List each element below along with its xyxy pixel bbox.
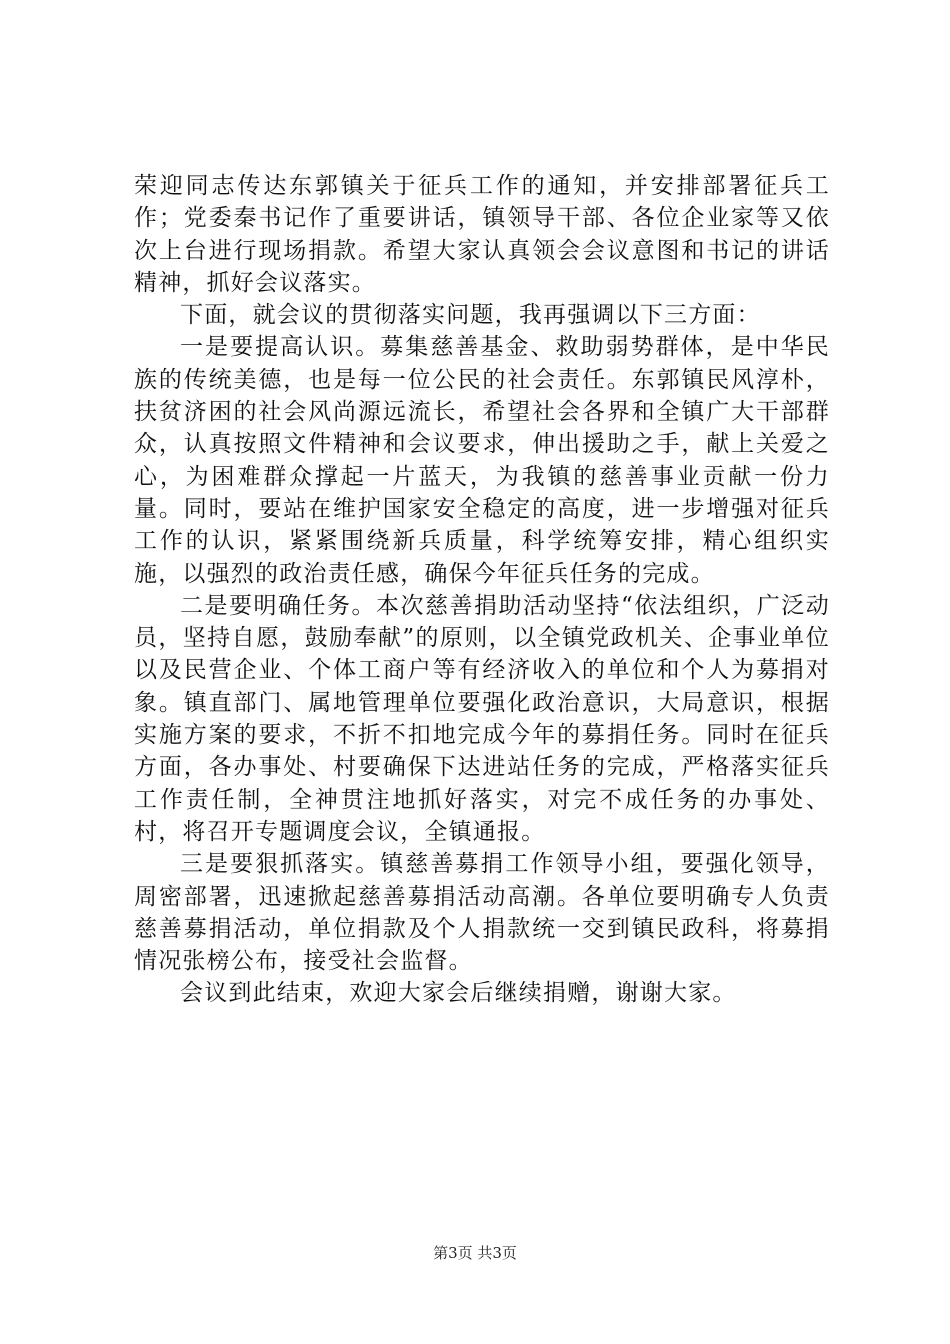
paragraph-point-one: 一是要提高认识。募集慈善基金、救助弱势群体，是中华民族的传统美德，也是每一位公民的社会责任。东郭镇民风淳朴，扶贫济困的社会风尚源远流长，希望社会各界和全镇广大干部群众，认真按照文件精神和会议要求，伸出援助之手，献上关爱之心，为困难群众撑起一片蓝天，为我镇的慈善事业贡献一份力量。同时，要站在维护国家安全稳定的高度，进一步增强对征兵工作的认识，紧紧围绕新兵质量，科学统筹安排，精心组织实施，以强烈的政治责任感，确保今年征兵任务的完成。	[134, 334, 830, 587]
page-number-footer: 第3页 共3页	[433, 1244, 517, 1262]
paragraph-closing: 会议到此结束，欢迎大家会后继续捐赠，谢谢大家。	[180, 980, 737, 1007]
paragraph-intro: 下面，就会议的贯彻落实问题，我再强调以下三方面：	[180, 302, 761, 329]
paragraph-point-three: 三是要狠抓落实。镇慈善募捐工作领导小组，要强化领导，周密部署，迅速掀起慈善募捐活动高潮。各单位要明确专人负责慈善募捐活动，单位捐款及个人捐款统一交到镇民政科，将募捐情况张榜公布，接受社会监督。	[134, 851, 830, 975]
document-body	[134, 170, 830, 1010]
paragraph-continuation: 荣迎同志传达东郭镇关于征兵工作的通知，并安排部署征兵工作；党委秦书记作了重要讲话，镇领导干部、各位企业家等又依次上台进行现场捐款。希望大家认真领会会议意图和书记的讲话精神，抓好会议落实。	[134, 173, 830, 296]
paragraph-point-two: 二是要明确任务。本次慈善捐助活动坚持“依法组织，广泛动员，坚持自愿，鼓励奉献”的原则，以全镇党政机关、企事业单位以及民营企业、个体工商户等有经济收入的单位和个人为募捐对象。镇直部门、属地管理单位要强化政治意识，大局意识，根据实施方案的要求，不折不扣地完成今年的募捐任务。同时在征兵方面，各办事处、村要确保下达进站任务的完成，严格落实征兵工作责任制，全神贯注地抓好落实，对完不成任务的办事处、村，将召开专题调度会议，全镇通报。	[134, 592, 830, 845]
